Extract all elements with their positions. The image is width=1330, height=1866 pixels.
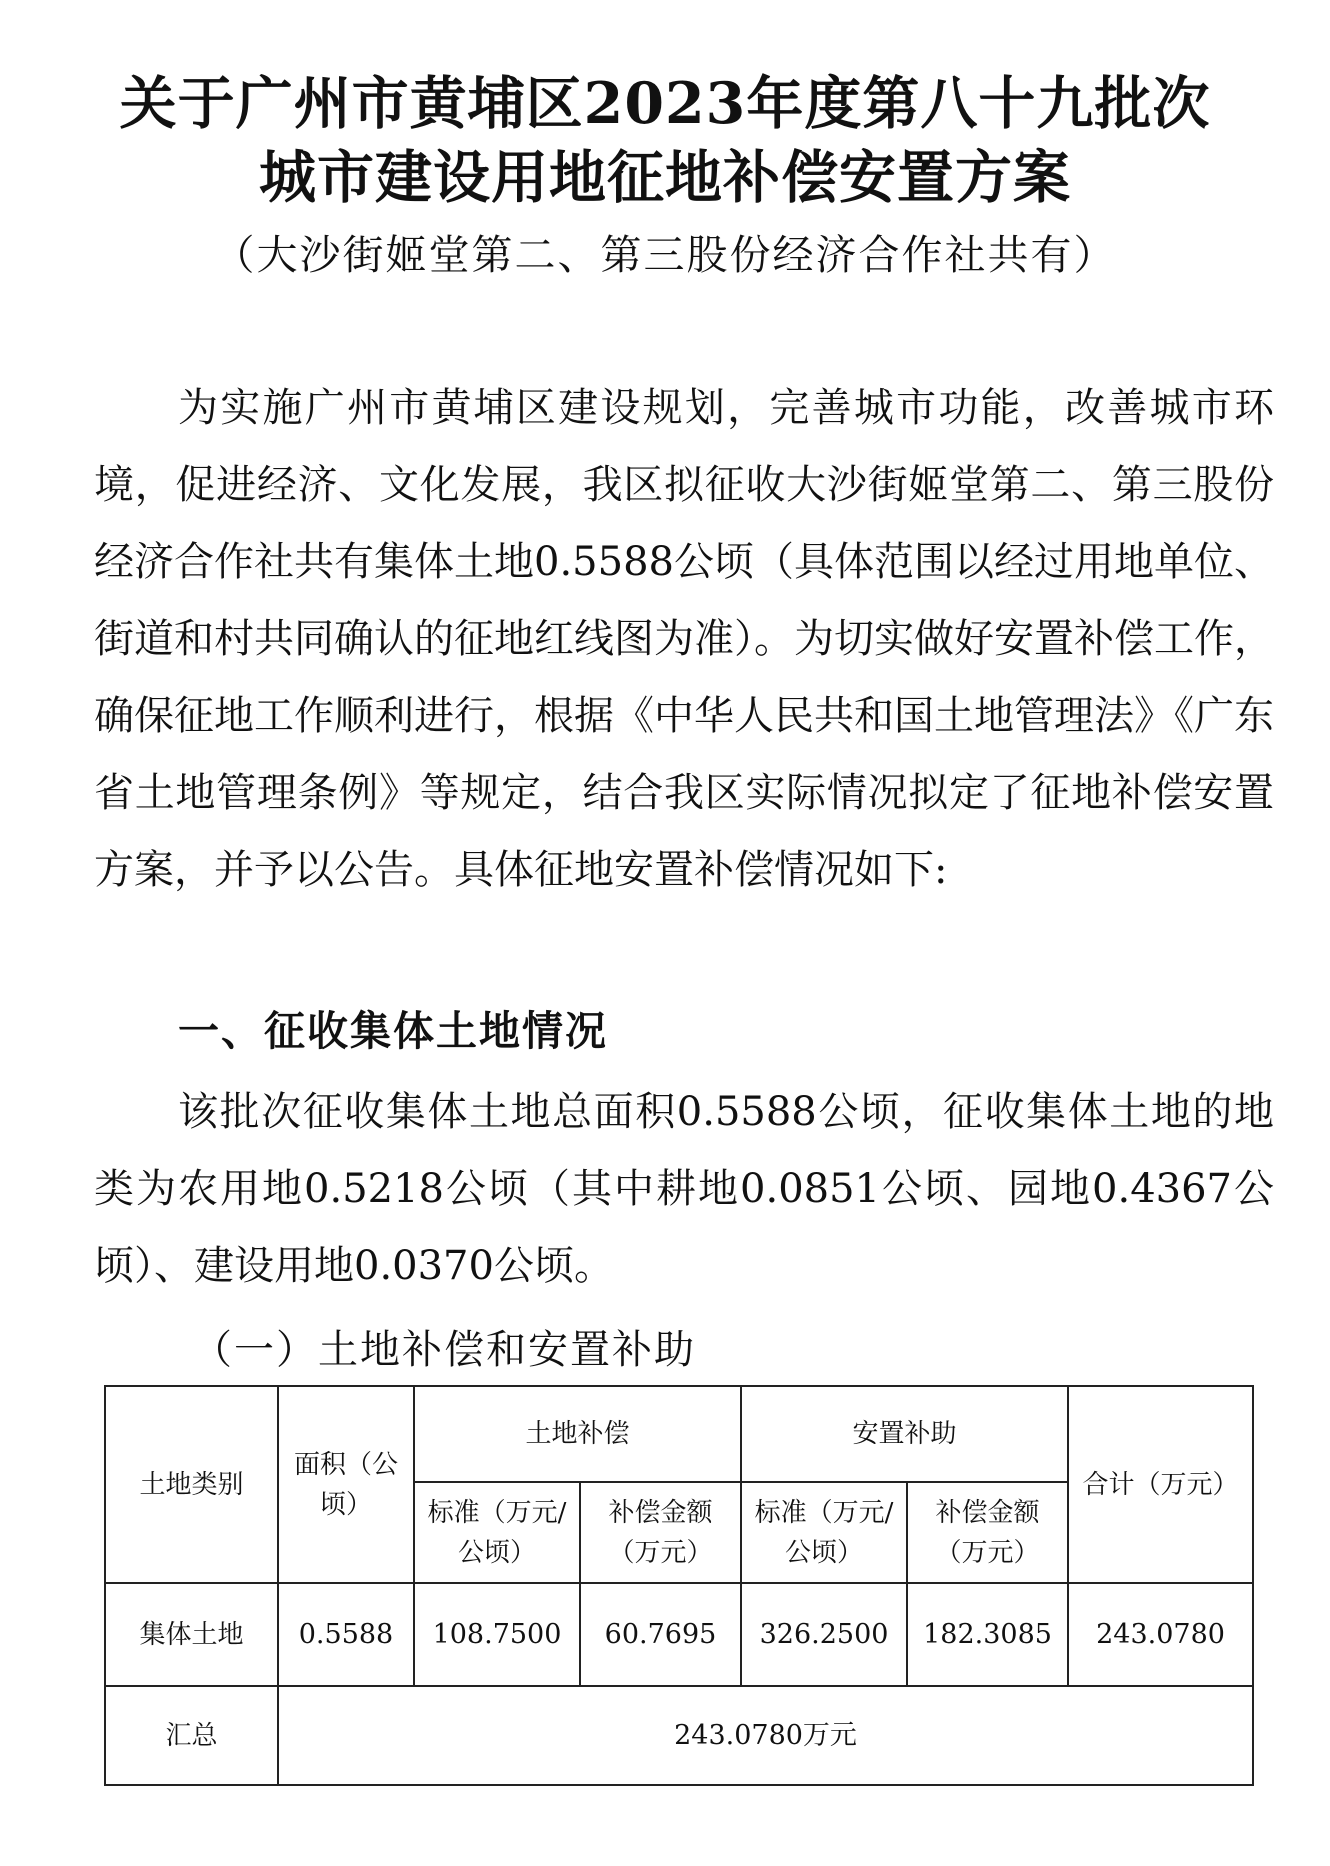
document-title-line1: 关于广州市黄埔区2023年度第八十九批次 [119,70,1211,137]
summary-label: 汇总 [105,1686,278,1785]
header-land-standard: 标准（万元/公顷） [414,1482,580,1583]
cell-land-standard: 108.7500 [414,1583,580,1686]
cell-land-type: 集体土地 [105,1583,278,1686]
table-header-row-1 [105,1386,1253,1482]
section-heading: 一、征收集体土地情况 [178,1007,608,1055]
cell-land-amount: 60.7695 [580,1583,741,1686]
intro-paragraph: 为实施广州市黄埔区建设规划，完善城市功能，改善城市环境，促进经济、文化发展，我区拟征收大沙街姬堂第二、第三股份经济合作社共有集体土地0.5588公顷（具体范围以经过用地单位、街道和村共同确认的征地红线图为准）。为切实做好安置补偿工作，确保征地工作顺利进行，根据《中华人民共和国土地管理法》《广东省土地管理条例》等规定，结合我区实际情况拟定了征地补偿安置方案，并予以公告。具体征地安置补偿情况如下: [94,385,1274,893]
summary-value: 243.0780万元 [278,1686,1253,1785]
table-row [105,1583,1253,1686]
compensation-table [104,1385,1254,1786]
header-land-amount: 补偿金额（万元） [580,1482,741,1583]
cell-resettle-standard: 326.2500 [741,1583,907,1686]
header-land-type: 土地类别 [105,1386,278,1583]
cell-total: 243.0780 [1068,1583,1253,1686]
document-title-line2: 城市建设用地征地补偿安置方案 [259,144,1071,211]
document-subtitle: （大沙街姬堂第二、第三股份经济合作社共有） [213,231,1117,279]
cell-area: 0.5588 [278,1583,414,1686]
header-total: 合计（万元） [1068,1386,1253,1583]
section-paragraph: 该批次征收集体土地总面积0.5588公顷，征收集体土地的地类为农用地0.5218公顷（其中耕地0.0851公顷、园地0.4367公顷）、建设用地0.0370公顷。 [94,1089,1274,1289]
cell-resettle-amount: 182.3085 [907,1583,1068,1686]
section-subheading: （一）土地补偿和安置补助 [192,1327,696,1373]
header-land-compensation: 土地补偿 [414,1386,741,1482]
table-summary-row [105,1686,1253,1785]
header-resettle-standard: 标准（万元/公顷） [741,1482,907,1583]
header-resettlement-subsidy: 安置补助 [741,1386,1068,1482]
header-resettle-amount: 补偿金额（万元） [907,1482,1068,1583]
header-area: 面积（公顷） [278,1386,414,1583]
